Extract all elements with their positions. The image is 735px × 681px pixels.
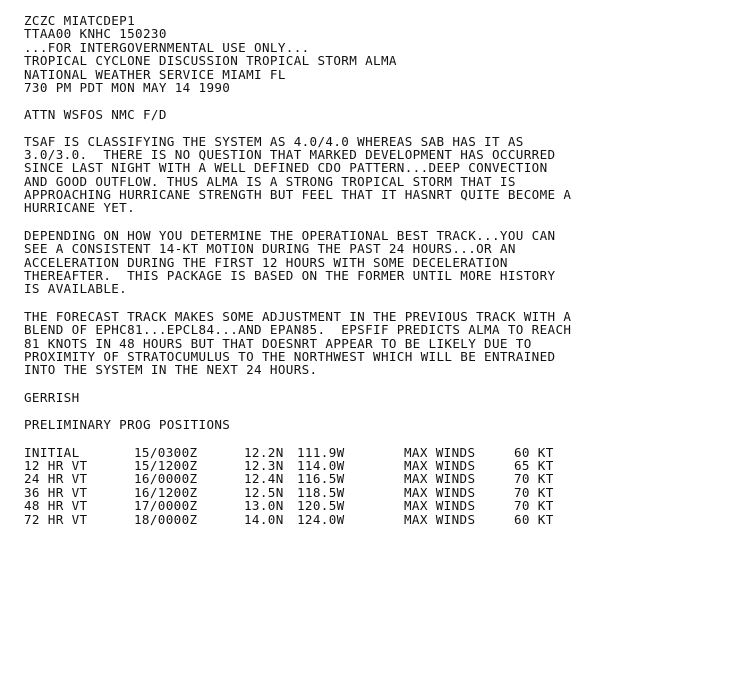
paragraph-line: APPROACHING HURRICANE STRENGTH BUT FEEL THAT IT HASNRT QUITE BECOME A — [24, 187, 572, 203]
latitude: 13.0N — [244, 498, 284, 514]
table-row — [24, 446, 724, 459]
latitude: 12.3N — [244, 457, 284, 473]
signature-block — [24, 391, 724, 404]
wind-speed: 65 KT — [514, 457, 554, 473]
valid-time: 17/0000Z — [134, 498, 198, 514]
table-row — [24, 459, 724, 472]
latitude: 12.5N — [244, 484, 284, 500]
header-line: ZCZC MIATCDEP1 — [24, 13, 136, 28]
longitude: 118.5W — [297, 484, 345, 500]
valid-time: 18/0000Z — [134, 511, 198, 527]
latitude: 14.0N — [244, 511, 284, 527]
longitude: 116.5W — [297, 471, 345, 487]
prog-title-block — [24, 418, 724, 431]
max-winds-label: MAX WINDS — [404, 444, 476, 460]
table-row — [24, 499, 724, 512]
discussion-document — [24, 14, 724, 526]
table-row — [24, 486, 724, 499]
max-winds-label: MAX WINDS — [404, 511, 476, 527]
paragraph-line: THE FORECAST TRACK MAKES SOME ADJUSTMENT IN THE PREVIOUS TRACK WITH A — [24, 308, 572, 324]
max-winds-label: MAX WINDS — [404, 498, 476, 514]
forecast-hour: 12 HR VT — [24, 457, 88, 473]
longitude: 114.0W — [297, 457, 345, 473]
paragraph-line: BLEND OF EPHC81...EPCL84...AND EPAN85. EPSFIF PREDICTS ALMA TO REACH — [24, 322, 572, 338]
valid-time: 15/1200Z — [134, 457, 198, 473]
wind-speed: 60 KT — [514, 444, 554, 460]
paragraph-line: SEE A CONSISTENT 14-KT MOTION DURING THE PAST 24 HOURS...OR AN — [24, 241, 516, 257]
forecast-hour: 36 HR VT — [24, 484, 88, 500]
paragraph-line: IS AVAILABLE. — [24, 281, 128, 297]
max-winds-label: MAX WINDS — [404, 457, 476, 473]
forecast-hour: 48 HR VT — [24, 498, 88, 514]
forecast-hour: INITIAL — [24, 444, 80, 460]
paragraph-3 — [24, 310, 724, 377]
max-winds-label: MAX WINDS — [404, 471, 476, 487]
valid-time: 15/0300Z — [134, 444, 198, 460]
table-row — [24, 472, 724, 485]
paragraph-line: ACCELERATION DURING THE FIRST 12 HOURS WITH SOME DECELERATION — [24, 254, 508, 270]
longitude: 124.0W — [297, 511, 345, 527]
paragraph-line: 81 KNOTS IN 48 HOURS BUT THAT DOESNRT APPEAR TO BE LIKELY DUE TO — [24, 335, 532, 351]
longitude: 120.5W — [297, 498, 345, 514]
paragraph-line: SINCE LAST NIGHT WITH A WELL DEFINED CDO PATTERN...DEEP CONVECTION — [24, 160, 548, 176]
paragraph-1 — [24, 135, 724, 215]
wind-speed: 70 KT — [514, 484, 554, 500]
forecast-hour: 72 HR VT — [24, 511, 88, 527]
attn-line: ATTN WSFOS NMC F/D — [24, 106, 167, 122]
prog-positions-table — [24, 446, 724, 526]
latitude: 12.4N — [244, 471, 284, 487]
valid-time: 16/0000Z — [134, 471, 198, 487]
paragraph-2 — [24, 229, 724, 296]
wind-speed: 60 KT — [514, 511, 554, 527]
header-line: NATIONAL WEATHER SERVICE MIAMI FL — [24, 66, 286, 82]
wind-speed: 70 KT — [514, 498, 554, 514]
paragraph-line: DEPENDING ON HOW YOU DETERMINE THE OPERATIONAL BEST TRACK...YOU CAN — [24, 227, 556, 243]
table-row — [24, 513, 724, 526]
paragraph-line: AND GOOD OUTFLOW. THUS ALMA IS A STRONG TROPICAL STORM THAT IS — [24, 173, 516, 189]
forecaster-signature: GERRISH — [24, 389, 80, 405]
forecast-hour: 24 HR VT — [24, 471, 88, 487]
header-line: 730 PM PDT MON MAY 14 1990 — [24, 79, 231, 95]
max-winds-label: MAX WINDS — [404, 484, 476, 500]
longitude: 111.9W — [297, 444, 345, 460]
paragraph-line: TSAF IS CLASSIFYING THE SYSTEM AS 4.0/4.0 WHEREAS SAB HAS IT AS — [24, 133, 524, 149]
paragraph-line: PROXIMITY OF STRATOCUMULUS TO THE NORTHWEST WHICH WILL BE ENTRAINED — [24, 348, 556, 364]
header-line: ...FOR INTERGOVERNMENTAL USE ONLY... — [24, 39, 310, 55]
attn-block — [24, 108, 724, 121]
header-line: TTAA00 KNHC 150230 — [24, 26, 167, 42]
header-block — [24, 14, 724, 94]
latitude: 12.2N — [244, 444, 284, 460]
wind-speed: 70 KT — [514, 471, 554, 487]
valid-time: 16/1200Z — [134, 484, 198, 500]
header-line: TROPICAL CYCLONE DISCUSSION TROPICAL STORM ALMA — [24, 53, 397, 69]
prog-positions-title: PRELIMINARY PROG POSITIONS — [24, 417, 231, 433]
paragraph-line: 3.0/3.0. THERE IS NO QUESTION THAT MARKED DEVELOPMENT HAS OCCURRED — [24, 146, 556, 162]
paragraph-line: INTO THE SYSTEM IN THE NEXT 24 HOURS. — [24, 362, 318, 378]
paragraph-line: HURRICANE YET. — [24, 200, 136, 216]
paragraph-line: THEREAFTER. THIS PACKAGE IS BASED ON THE FORMER UNTIL MORE HISTORY — [24, 268, 556, 284]
